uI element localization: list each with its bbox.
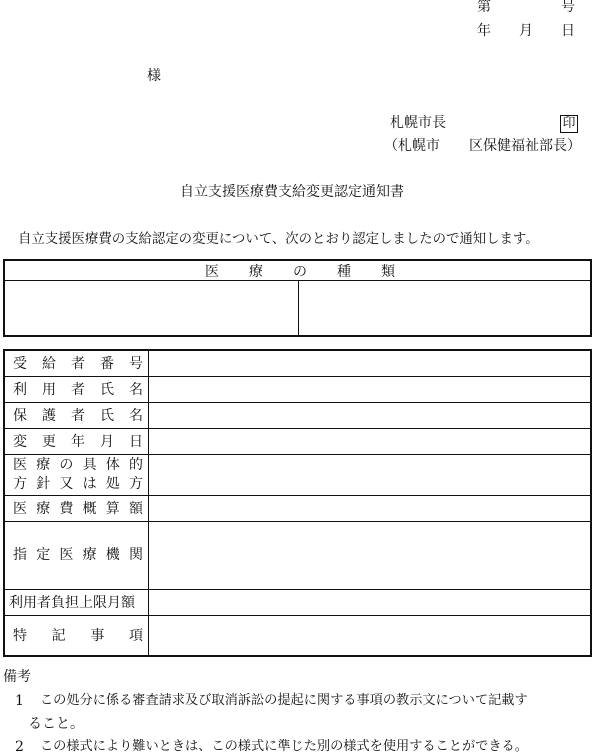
- note-text: この処分に係る審査請求及び取消訴訟の提起に関する事項の教示文について記載す: [40, 693, 528, 708]
- day-char: 日: [561, 23, 575, 39]
- label-column-divider: [148, 351, 149, 655]
- value-guardian-name[interactable]: [150, 403, 590, 428]
- note-number: 2: [15, 739, 24, 755]
- recipient-honorific: 様: [147, 68, 161, 84]
- issue-date-line: [477, 24, 575, 38]
- value-change-date[interactable]: [150, 429, 590, 454]
- label-treatment-policy-line1: 医 療 の 具 体 的: [13, 457, 143, 473]
- value-recipient-number[interactable]: [150, 351, 590, 376]
- label-user-name: 利 用 者 氏 名: [13, 382, 143, 398]
- header-char: の: [293, 264, 307, 280]
- value-user-name[interactable]: [150, 377, 590, 402]
- note-text: この様式により難いときは、この様式に準じた別の様式を使用することができる。: [40, 739, 528, 754]
- document-title: 自立支援医療費支給変更認定通知書: [180, 184, 404, 200]
- year-char: 年: [477, 23, 491, 39]
- header-char: 種: [337, 264, 351, 280]
- sender-alt-prefix: （札幌市: [384, 138, 440, 154]
- label-treatment-policy-line2: 方 針 又 は 処 方: [13, 476, 143, 492]
- number-char: 号: [561, 0, 575, 15]
- value-monthly-cap[interactable]: [150, 590, 590, 615]
- label-recipient-number: 受 給 者 番 号: [13, 356, 143, 372]
- label-designated-institution: 指 定 医 療 機 関: [13, 547, 143, 563]
- medical-type-cell-left[interactable]: [5, 281, 298, 335]
- medical-type-table: [3, 259, 592, 337]
- note-text-continued: ること。: [28, 716, 84, 732]
- header-char: 療: [249, 264, 263, 280]
- medical-type-cell-right[interactable]: [299, 281, 590, 335]
- month-char: 月: [519, 23, 533, 39]
- value-designated-institution[interactable]: [150, 522, 590, 589]
- label-change-date: 変 更 年 月 日: [13, 434, 143, 450]
- value-estimated-cost[interactable]: [150, 496, 590, 521]
- details-table: [3, 349, 592, 657]
- label-estimated-cost: 医 療 費 概 算 額: [13, 501, 143, 517]
- header-char: 類: [381, 264, 395, 280]
- note-number: 1: [15, 693, 24, 709]
- sender-alt-title: 区保健福祉部長）: [469, 138, 581, 154]
- label-monthly-cap: 利用者負担上限月額: [9, 595, 135, 611]
- seal-mark: 印: [560, 115, 578, 133]
- label-special-notes: 特 記 事 項: [13, 628, 143, 644]
- value-special-notes[interactable]: [150, 616, 590, 655]
- value-treatment-policy[interactable]: [150, 455, 590, 495]
- medical-type-header: [205, 265, 395, 279]
- intro-text: 自立支援医療費の支給認定の変更について、次のとおり認定しましたので通知します。: [18, 232, 539, 247]
- label-guardian-name: 保 護 者 氏 名: [13, 408, 143, 424]
- sender-title: 札幌市長: [390, 115, 446, 131]
- header-char: 医: [205, 264, 219, 280]
- notes-heading: 備考: [3, 669, 31, 685]
- document-number-line: [477, 0, 575, 14]
- number-char: 第: [477, 0, 491, 15]
